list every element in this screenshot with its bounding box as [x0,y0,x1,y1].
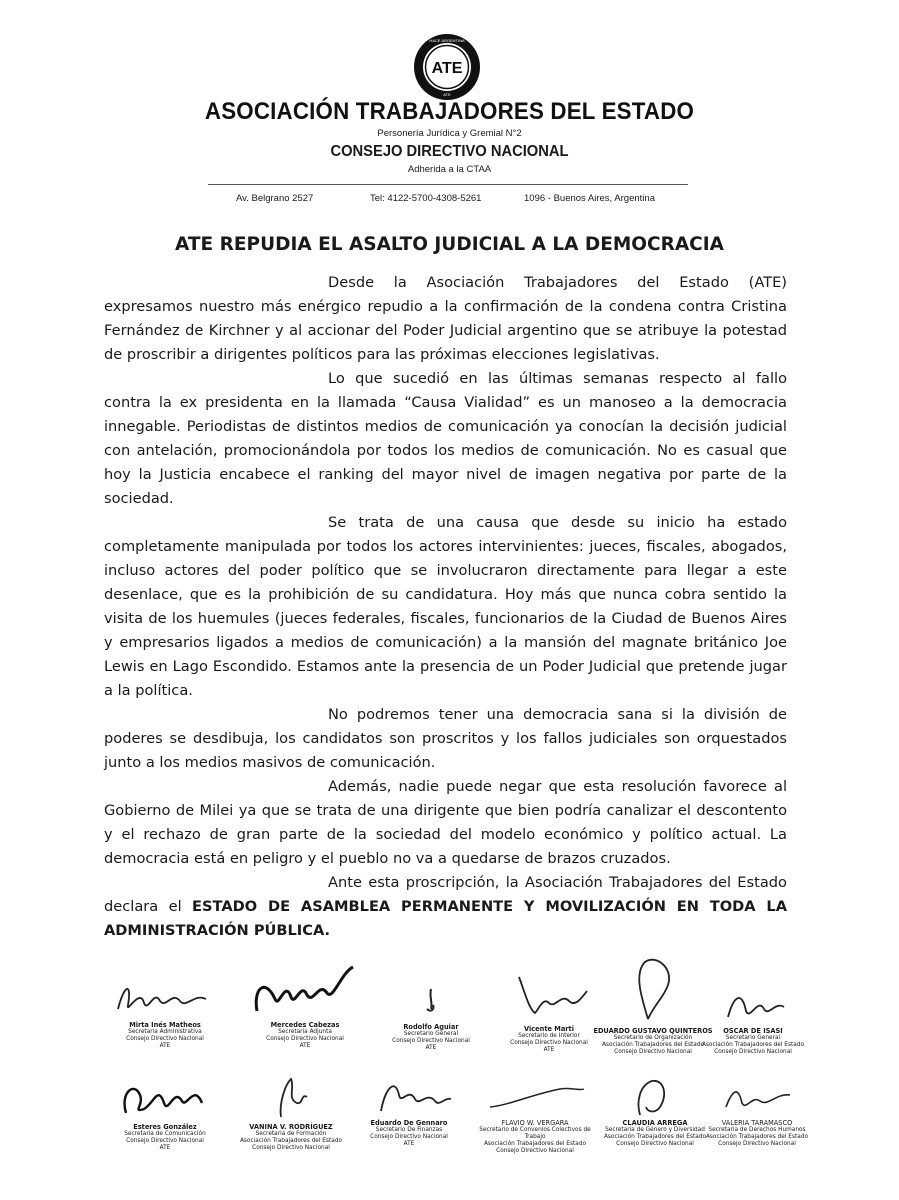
paragraph-5: Además, nadie puede negar que esta resolución favorece al Gobierno de Milei ya que se trata de una dirigente que bien podría canalizar el descontento y el rechazo de gran parte de la sociedad del modelo económico y político actual. La democracia está en peligro y el pueblo no va a quedarse de brazos cruzados. [104,778,787,867]
handwritten-signature [110,1073,220,1121]
signature-vergara: FLAVIO W. VERGARA Secretario de Convenios Colectivos de Trabajo Asociación Trabajadores del Estado Consejo Directivo Nacional [470,1077,600,1155]
handwritten-signature [251,1073,331,1121]
handwritten-signature [110,975,220,1019]
handwritten-signature [401,979,461,1021]
handwritten-signature [608,955,698,1025]
signature-de-isasi: OSCAR DE ISASI Secretario General Asociación Trabajadores del Estado Consejo Directivo Nacional [688,981,818,1056]
document-title: ATE REPUDIA EL ASALTO JUDICIAL A LA DEMOCRACIA [175,234,724,255]
handwritten-signature [359,1071,459,1117]
handwritten-signature [610,1071,700,1117]
svg-text:HACE ARGENTINA: HACE ARGENTINA [429,38,465,43]
signature-de-gennaro: Eduardo De Gennaro Secretario De Finanzas Consejo Directivo Nacional ATE [344,1071,474,1148]
signature-taramasco: VALERIA TARAMASCO Secretaria de Derechos Humanos Asociación Trabajadores del Estado Consejo Directivo Nacional [692,1077,822,1148]
affiliation: Adherida a la CTAA [407,164,492,175]
legal-registration: Personería Jurídica y Gremial N°2 [377,128,522,139]
ate-logo [412,32,482,102]
signature-gonzalez: Esteres González Secretaria de Comunicación Consejo Directivo Nacional ATE [100,1073,230,1152]
handwritten-signature [245,959,365,1019]
declaration-bold: ESTADO DE ASAMBLEA PERMANENTE Y MOVILIZACIÓN EN TODA LA ADMINISTRACIÓN PÚBLICA. [104,898,787,939]
header-divider [208,184,688,185]
paragraph-4: No podremos tener una democracia sana si la división de poderes se desdibuja, los candidatos son proscritos y los fallos judiciales son orquestados junto a los medios masivos de comunicación. [104,706,787,771]
council-name: CONSEJO DIRECTIVO NACIONAL [330,143,569,160]
handwritten-signature [712,1077,802,1117]
handwritten-signature [499,969,599,1023]
signature-cabezas: Mercedes Cabezas Secretaria Adjunta Consejo Directivo Nacional ATE [240,959,370,1050]
signature-marti: Vicente Marti Secretario de Interior Consejo Directivo Nacional ATE [484,969,614,1054]
signature-matheos: Mirta Inés Matheos Secretaria Administrativa Consejo Directivo Nacional ATE [100,975,230,1050]
signature-rodriguez: VANINA V. RODRÍGUEZ Secretaria de Formación Asociación Trabajadores del Estado Consejo Directivo Nacional [226,1073,356,1152]
handwritten-signature [708,981,798,1025]
signature-block [100,955,809,1185]
paragraph-2: Lo que sucedió en las últimas semanas respecto al fallo contra la ex presidenta en la llamada “Causa Vialidad” es un manoseo a la democracia innegable. Periodistas de distintos medios de comunicación ya conocían la decisión judicial con antelación, promocionándola por todos los medios de comunicación. No es casual que hoy la Justicia encabece el ranking del mayor nivel de imagen negativa por parte de la sociedad. [104,370,787,507]
handwritten-signature [480,1077,590,1117]
paragraph-3: Se trata de una causa que desde su inicio ha estado completamente manipulada por todos los actores intervinientes: jueces, fiscales, abogados, incluso actores del poder político que se involucraron directamente para llegar a este desenlace, que es la prohibición de su candidatura. Hoy más que nunca cobra sentido la visita de los huemules (jueces federales, fiscales, funcionarios de la Ciudad de Buenos Aires y empresarios ligados a medios de comunicación) a la mansión del magnate británico Joe Lewis en Lago Escondido. Estamos ante la presencia de un Poder Judicial que pretende jugar a la política. [104,514,787,699]
signature-arrega: CLAUDIA ARREGA Secretaria de Género y Diversidad Asociación Trabajadores del Estado Consejo Directivo Nacional [590,1071,720,1148]
paragraph-1: Desde la Asociación Trabajadores del Estado (ATE) expresamos nuestro más enérgico repudio a la confirmación de la condena contra Cristina Fernández de Kirchner y al accionar del Poder Judicial argentino que se atribuye la potestad de proscribir a dirigentes políticos para las próximas elecciones legislativas. [104,274,787,363]
address: Av. Belgrano 2527 [236,193,314,204]
paragraph-6: Ante esta proscripción, la Asociación Trabajadores del Estado declara el ESTADO DE ASAMBLEA PERMANENTE Y MOVILIZACIÓN EN TODA LA ADMINISTRACIÓN PÚBLICA. [104,874,787,939]
city: 1096 - Buenos Aires, Argentina [524,193,655,204]
svg-text:ATE: ATE [443,92,451,97]
svg-text:ATE: ATE [431,60,463,77]
org-name: ASOCIACIÓN TRABAJADORES DEL ESTADO [204,98,695,125]
document-body [104,271,787,943]
phone: Tel: 4122-5700-4308-5261 [370,193,482,204]
signature-aguiar: Rodolfo Aguiar Secretario General Consejo Directivo Nacional ATE [366,979,496,1052]
signature-quinteros: EDUARDO GUSTAVO QUINTEROS Secretario de Organización Asociación Trabajadores del Estado Consejo Directivo Nacional [588,955,718,1056]
